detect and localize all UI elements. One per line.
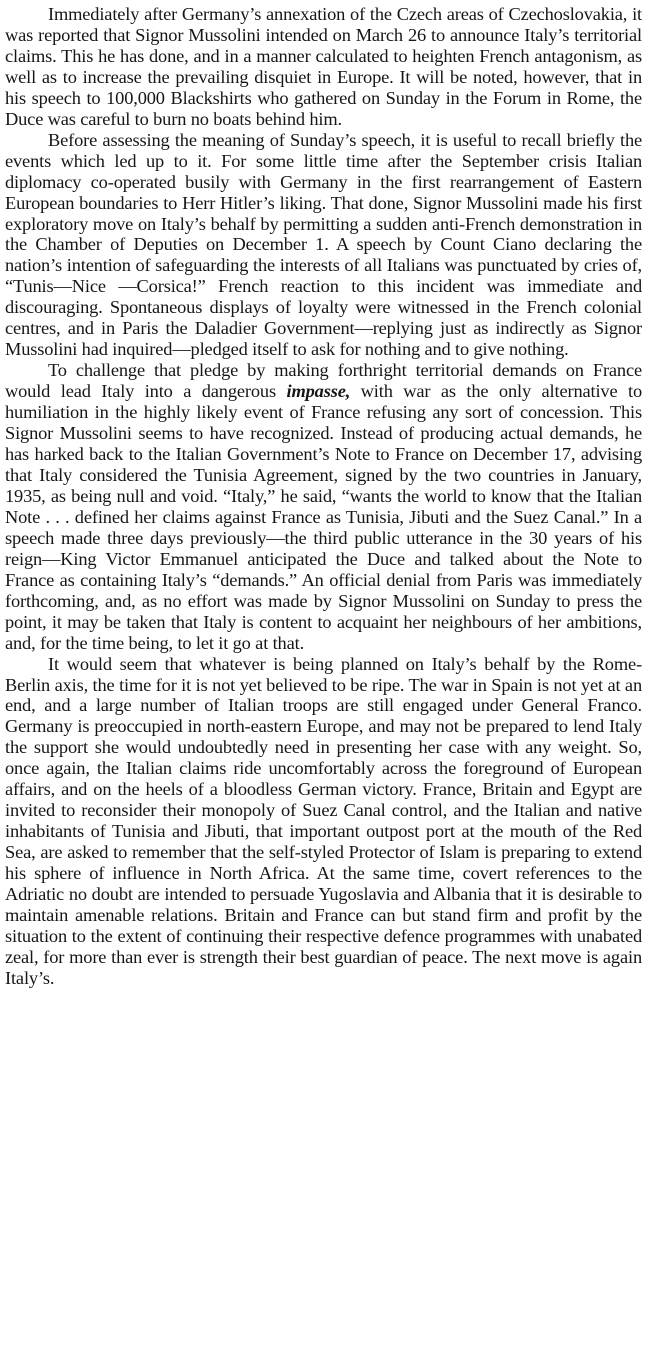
paragraph-2-text: Before assessing the meaning of Sunday’s speech, it is useful to recall briefly the events which led up to it. For some little time after the September crisis Italian diplomacy co-operated busily with Germany in the first rearrangement of Eastern European boundaries to Herr Hitler’s liking. That done, Signor Mussolini made his first exploratory move on Italy’s behalf by permitting a sudden anti-French demonstration in the Chamber of Deputies on December 1. A speech by Count Ciano declaring the nation’s intention of safeguarding the interests of all Italians was punctuated by cries of, “Tunis—Nice —Corsica!” French reaction to this incident was immediate and discouraging. Spontaneous displays of loyalty were witnessed in the French colonial centres, and in Paris the Daladier Government—replying just as indirectly as Signor Mussolini had inquired—pledged itself to ask for nothing and to give nothing.	[5, 129, 642, 360]
paragraph-4	[5, 654, 642, 989]
paragraph-1	[5, 4, 642, 130]
paragraph-3	[5, 360, 642, 653]
paragraph-4-text: It would seem that whatever is being planned on Italy’s behalf by the Rome-Berlin axis, the time for it is not yet believed to be ripe. The war in Spain is not yet at an end, and a large number of Italian troops are still engaged under General Franco. Germany is preoccupied in north-eastern Europe, and may not be prepared to lend Italy the support she would undoubtedly need in presenting her case with any weight. So, once again, the Italian claims ride uncomfortably across the foreground of European affairs, and on the heels of a bloodless German victory. France, Britain and Egypt are invited to reconsider their monopoly of Suez Canal control, and the Italian and native inhabitants of Tunisia and Jibuti, that important outpost port at the mouth of the Red Sea, are asked to remember that the self-styled Protector of Islam is preparing to extend his sphere of influence in North Africa. At the same time, covert references to the Adriatic no doubt are intended to persuade Yugoslavia and Albania that it is desirable to maintain amenable relations. Britain and France can but stand firm and profit by the situation to the extent of continuing their respective defence programmes with unabated zeal, for more than ever is strength their best guardian of peace. The next move is again Italy’s.	[5, 653, 642, 988]
paragraph-3-text-start: To challenge that pledge by making forthright territorial demands on France would lead Italy into a dangerous	[5, 360, 642, 402]
paragraph-1-text: Immediately after Germany’s annexation of the Czech areas of Czechoslovakia, it was reported that Signor Mussolini intended on March 26 to announce Italy’s territorial claims. This he has done, and in a manner calculated to heighten French antagonism, as well as to increase the prevailing disquiet in Europe. It will be noted, however, that in his speech to 100,000 Blackshirts who gathered on Sunday in the Forum in Rome, the Duce was careful to burn no boats behind him.	[5, 4, 642, 129]
paragraph-3-emphasis-impasse: impasse,	[286, 381, 351, 402]
paragraph-3-text-end: with war as the only alternative to humiliation in the highly likely event of France refusing any sort of concession. This Signor Mussolini seems to have recognized. Instead of producing actual demands, he has harked back to the Italian Government’s Note to France on December 17, advising that Italy considered the Tunisia Agreement, signed by the two countries in January, 1935, as being null and void. “Italy,” he said, “wants the world to know that the Italian Note . . . defined her claims against France as Tunisia, Jibuti and the Suez Canal.” In a speech made three days previously—the third public utterance in the 30 years of his reign—King Victor Emmanuel anticipated the Duce and talked about the Note to France as containing Italy’s “demands.” An official denial from Paris was immediately forthcoming, and, as no effort was made by Signor Mussolini on Sunday to press the point, it may be taken that Italy is content to acquaint her neighbours of her ambitions, and, for the time being, to let it go at that.	[5, 381, 642, 653]
paragraph-2	[5, 130, 642, 360]
